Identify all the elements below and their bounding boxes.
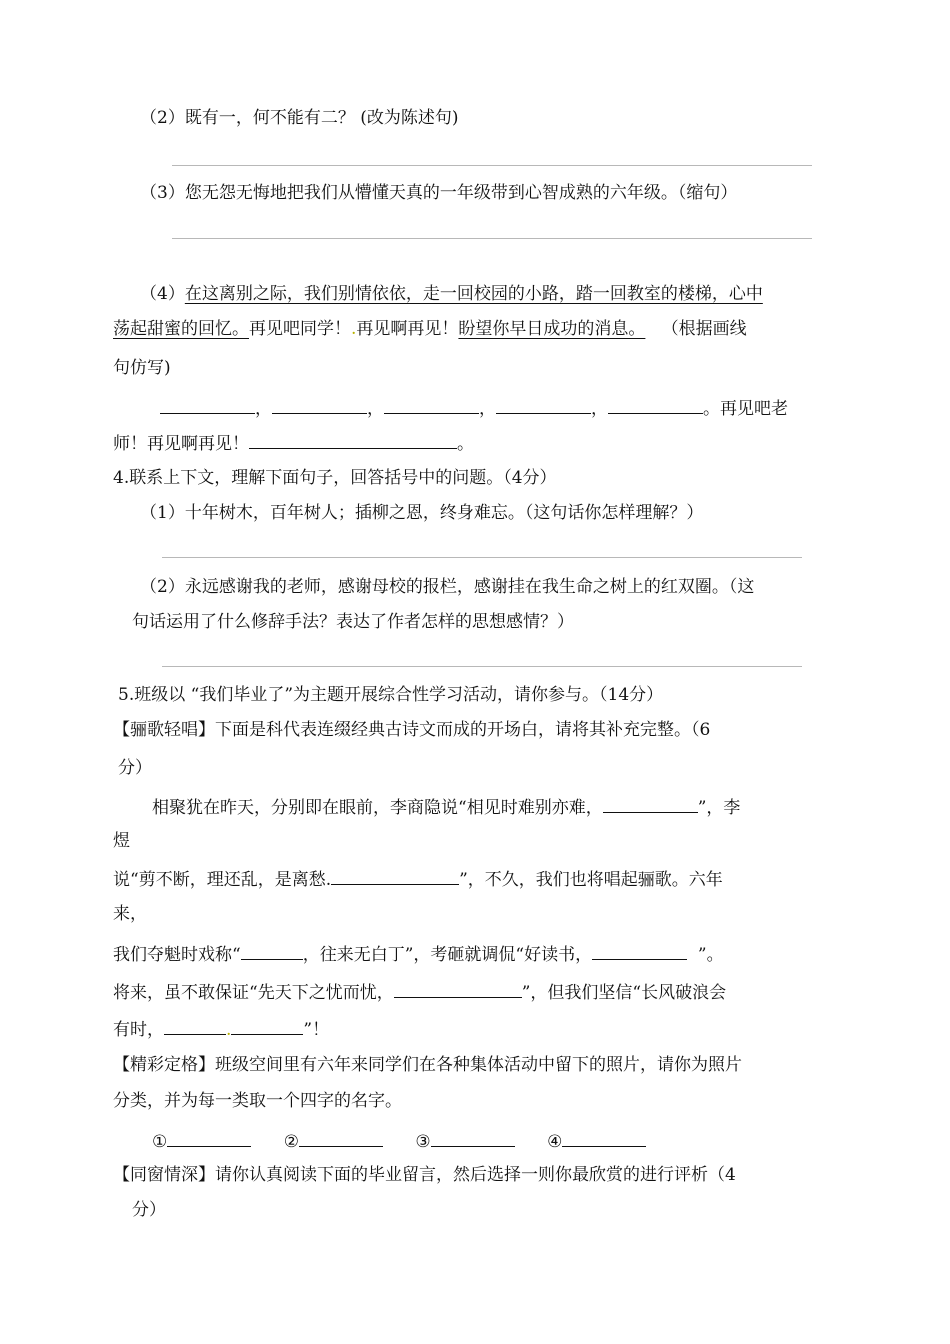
- section-heading: 【精彩定格】: [113, 1055, 215, 1075]
- q3-item-4-line3: 句仿写): [113, 358, 171, 378]
- li-ge-para-line5: [113, 944, 724, 964]
- static-text: 相聚犹在昨天，分别即在眼前，李商隐说“相见时难别亦难，: [152, 798, 603, 818]
- fill-blank[interactable]: [562, 1131, 646, 1147]
- mark-3: ③: [415, 1132, 431, 1152]
- answer-line[interactable]: [162, 557, 802, 558]
- li-ge-para-line3: [113, 869, 723, 889]
- q3-item-4-label: （4）: [140, 284, 185, 304]
- li-ge-para-line7: [113, 1019, 329, 1039]
- ding-ge-intro-line2: 分类，并为每一类取一个四字的名字。: [113, 1091, 402, 1111]
- li-ge-para-line2: 煜: [113, 831, 130, 851]
- q5-title: 5.班级以 “我们毕业了”为主题开展综合性学习活动，请你参与。（14分）: [118, 685, 664, 705]
- static-text: 师！再见啊再见！: [113, 434, 249, 454]
- answer-line[interactable]: [172, 238, 812, 239]
- static-text: 再见啊再见！: [356, 319, 459, 339]
- fill-blank[interactable]: [167, 1131, 251, 1147]
- q3-item-2: （2）既有一，何不能有二？ (改为陈述句): [140, 108, 459, 128]
- comma: ，: [367, 399, 384, 419]
- photo-category-blanks: [152, 1131, 646, 1151]
- q3-item-4-line1: [140, 286, 763, 303]
- static-text: ”，不久，我们也将唱起骊歌。六年: [459, 870, 723, 890]
- answer-line[interactable]: [162, 666, 802, 667]
- comma: ，: [591, 399, 608, 419]
- stray-dot: .: [226, 1020, 232, 1040]
- q4-title: 4.联系上下文，理解下面句子，回答括号中的问题。（4分）: [113, 468, 557, 488]
- li-ge-para-line1: [152, 797, 740, 817]
- static-text: ”。: [697, 945, 724, 965]
- q3-item-4-line2: [113, 321, 747, 338]
- fill-blank[interactable]: [160, 398, 255, 414]
- static-text: 。再见吧老: [703, 399, 788, 419]
- mark-4: ④: [547, 1132, 563, 1152]
- fill-blank[interactable]: [496, 398, 591, 414]
- ding-ge-intro: [113, 1057, 742, 1074]
- static-text: （根据画线: [661, 319, 747, 339]
- static-text: 下面是科代表连缀经典古诗文而成的开场白，请将其补充完整。（6: [215, 720, 711, 740]
- fill-blank[interactable]: [249, 433, 457, 449]
- li-ge-score-end: 分）: [118, 758, 152, 778]
- static-text: 有时，: [113, 1020, 164, 1040]
- q3-item-3: （3）您无怨无悔地把我们从懵懂天真的一年级带到心智成熟的六年级。（缩句）: [140, 183, 738, 203]
- fill-blank[interactable]: [231, 1019, 303, 1035]
- mark-1: ①: [152, 1132, 168, 1152]
- static-text: 说“剪不断，理还乱，是离愁.: [113, 870, 332, 890]
- fill-blank[interactable]: [592, 944, 687, 960]
- fill-blank[interactable]: [431, 1131, 515, 1147]
- fill-blank[interactable]: [394, 982, 522, 998]
- q4-item-2-line2: 句话运用了什么修辞手法？表达了作者怎样的思想感情？）: [132, 612, 574, 632]
- static-text: 再见吧同学！: [249, 319, 351, 339]
- tong-chuang-intro: [113, 1167, 736, 1184]
- q4-item-1: （1）十年树木，百年树人；插柳之恩，终身难忘。（这句话你怎样理解？）: [140, 503, 704, 523]
- static-text: ”，李: [697, 798, 741, 818]
- comma: ，: [255, 399, 272, 419]
- static-text: 班级空间里有六年来同学们在各种集体活动中留下的照片，请你为照片: [215, 1055, 742, 1075]
- static-text: 。: [457, 434, 474, 454]
- mark-2: ②: [283, 1132, 299, 1152]
- fill-blank[interactable]: [608, 398, 703, 414]
- section-heading: 【骊歌轻唱】: [113, 720, 215, 740]
- li-ge-para-line6: [113, 982, 726, 1002]
- static-text: ”，但我们坚信“长风破浪会: [521, 983, 727, 1003]
- stray-dot: .: [351, 319, 357, 339]
- underlined-sentence: 盼望你早日成功的消息。: [458, 319, 646, 339]
- q4-item-2-line1: （2）永远感谢我的老师，感谢母校的报栏，感谢挂在我生命之树上的红双圈。（这: [140, 577, 755, 597]
- q3-item-4-line5: [113, 433, 474, 453]
- fill-blank[interactable]: [299, 1131, 383, 1147]
- fill-blank[interactable]: [331, 869, 459, 885]
- static-text: 将来，虽不敢保证“先天下之忧而忧，: [113, 983, 394, 1003]
- fill-blank[interactable]: [241, 944, 303, 960]
- section-heading: 【同窗情深】: [113, 1165, 215, 1185]
- fill-blank[interactable]: [272, 398, 367, 414]
- fill-blank[interactable]: [164, 1019, 226, 1035]
- q3-item-4-blanks: [160, 398, 788, 418]
- fill-blank[interactable]: [384, 398, 479, 414]
- static-text: ，往来无白丁”，考砸就调侃“好读书，: [302, 945, 593, 965]
- li-ge-intro: [113, 722, 710, 739]
- underlined-sentence: 荡起甜蜜的回忆。: [113, 319, 249, 339]
- tong-chuang-score-end: 分）: [132, 1200, 166, 1220]
- static-text: 请你认真阅读下面的毕业留言，然后选择一则你最欣赏的进行评析（4: [215, 1165, 736, 1185]
- li-ge-para-line4: 来，: [113, 904, 147, 924]
- comma: ，: [479, 399, 496, 419]
- static-text: ”！: [303, 1020, 330, 1040]
- static-text: 我们夺魁时戏称“: [113, 945, 241, 965]
- answer-line[interactable]: [172, 165, 812, 166]
- fill-blank[interactable]: [603, 797, 698, 813]
- underlined-sentence: 在这离别之际，我们别情依依，走一回校园的小路，踏一回教室的楼梯，心中: [184, 284, 763, 304]
